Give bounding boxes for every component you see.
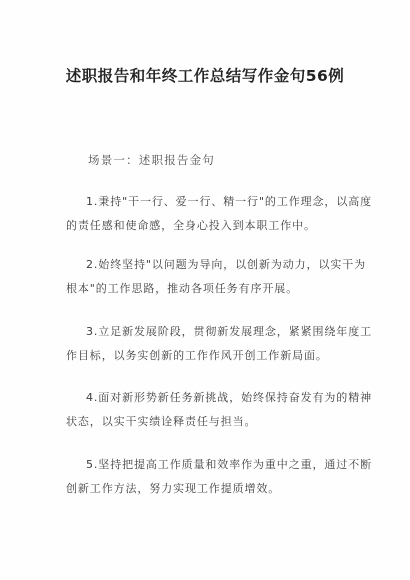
list-item: [66, 253, 367, 301]
scene-heading: 场景一：述职报告金句: [88, 153, 215, 167]
list-item-line: 根本"的工作思路，推动各项任务有序开展。: [66, 282, 299, 295]
list-item-line: 的责任感和使命感，全身心投入到本职工作中。: [66, 219, 316, 232]
list-item-line: 3.立足新发展阶段，贯彻新发展理念，紧紧围绕年度工: [86, 325, 372, 338]
list-item: [66, 453, 372, 501]
list-item-line: 2.始终坚持"以问题为导向，以创新为动力，以实干为: [86, 258, 367, 271]
list-item-line: 1.秉持"干一行、爱一行、精一行"的工作理念，以高度: [86, 195, 373, 208]
list-item-line: 创新工作方法，努力实现工作提质增效。: [66, 482, 281, 495]
list-item: [66, 386, 372, 434]
list-item: [66, 190, 373, 238]
list-item-line: 4.面对新形势新任务新挑战，始终保持奋发有为的精神: [86, 391, 372, 404]
list-item-line: 状态，以实干实绩诠释责任与担当。: [66, 415, 257, 428]
list-item-line: 作目标，以务实创新的工作作风开创工作新局面。: [66, 349, 328, 362]
document-title: 述职报告和年终工作总结写作金句56例: [65, 67, 345, 85]
list-item-line: 5.坚持把提高工作质量和效率作为重中之重，通过不断: [86, 458, 372, 471]
list-item: [66, 320, 372, 368]
